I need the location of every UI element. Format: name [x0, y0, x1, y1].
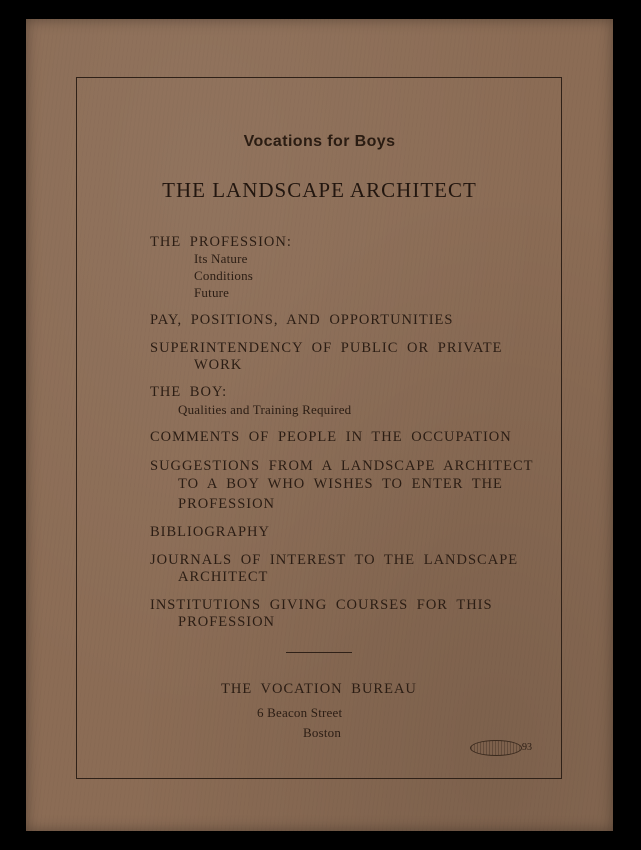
contents-suggestions-line2: TO A BOY WHO WISHES TO ENTER THE [178, 476, 503, 492]
page-title: THE LANDSCAPE ARCHITECT [162, 178, 477, 202]
union-label-number: 93 [522, 742, 532, 753]
contents-superintendency: SUPERINTENDENCY OF PUBLIC OR PRIVATE [150, 340, 503, 356]
contents-profession: THE PROFESSION: [150, 234, 292, 250]
contents-journals: JOURNALS OF INTEREST TO THE LANDSCAPE [150, 552, 519, 568]
contents-bibliography: BIBLIOGRAPHY [150, 524, 270, 540]
contents-boy-qualities: Qualities and Training Required [178, 402, 352, 417]
contents-suggestions-line3: PROFESSION [178, 496, 276, 512]
publisher-city: Boston [303, 725, 342, 740]
contents-institutions-cont: PROFESSION [178, 614, 276, 630]
contents-institutions: INSTITUTIONS GIVING COURSES FOR THIS [150, 597, 493, 613]
contents-profession-future: Future [194, 285, 230, 300]
contents-pay: PAY, POSITIONS, AND OPPORTUNITIES [150, 312, 454, 328]
contents-journals-cont: ARCHITECT [178, 569, 269, 585]
contents-superintendency-cont: WORK [194, 357, 243, 373]
contents-profession-nature: Its Nature [194, 251, 248, 266]
contents-profession-conditions: Conditions [194, 268, 254, 283]
contents-suggestions: SUGGESTIONS FROM A LANDSCAPE ARCHITECT [150, 458, 534, 474]
pamphlet-cover [26, 19, 613, 831]
divider [286, 652, 352, 653]
publisher-name: THE VOCATION BUREAU [221, 681, 417, 697]
publisher-street: 6 Beacon Street [257, 705, 343, 720]
series-title: Vocations for Boys [243, 133, 396, 150]
union-label-icon [470, 740, 522, 756]
contents-comments: COMMENTS OF PEOPLE IN THE OCCUPATION [150, 429, 512, 445]
contents-boy: THE BOY: [150, 384, 228, 400]
